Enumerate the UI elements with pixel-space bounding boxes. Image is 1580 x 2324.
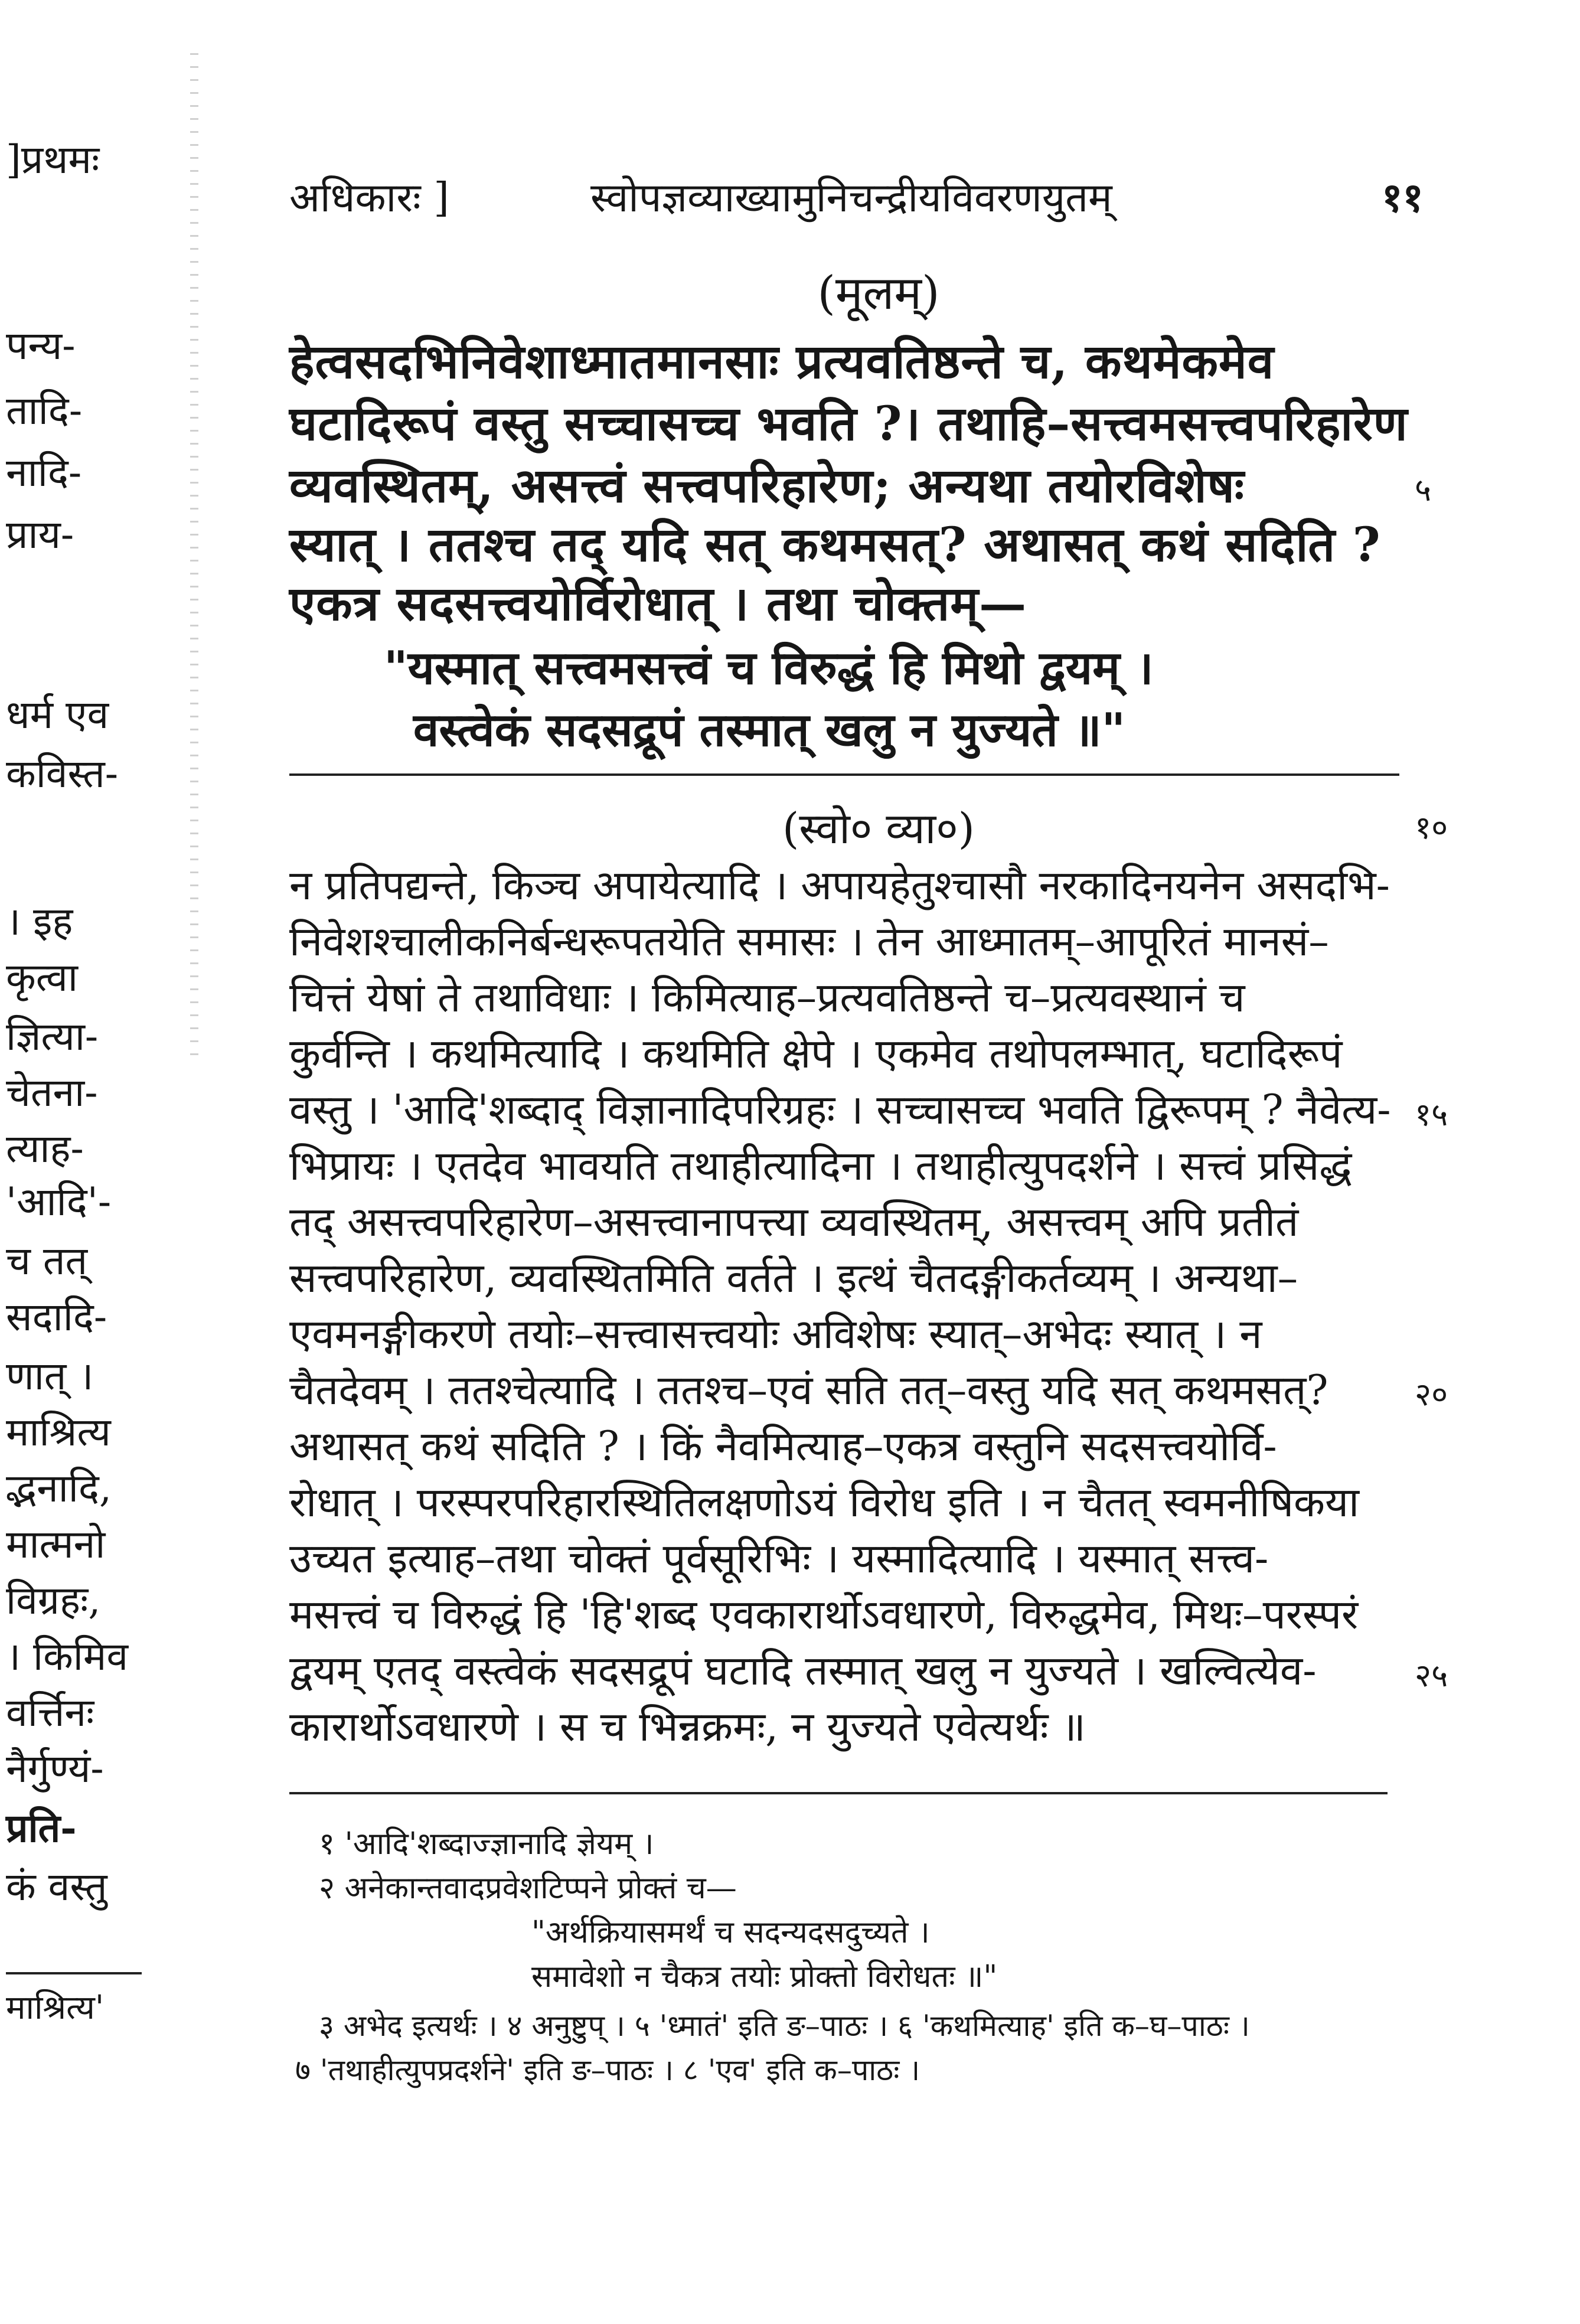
margin-fragment: धर्म एव (6, 692, 109, 737)
margin-fragment: । इह (6, 899, 73, 944)
margin-fragment: माश्रित्य (6, 1409, 111, 1455)
margin-fragment: प्रति- (6, 1805, 77, 1851)
commentary-line: कारार्थोऽवधारणे । स च भिन्नक्रमः, न युज्यते एवेत्यर्थः ॥ (289, 1703, 1086, 1751)
line-number: १५ (1415, 1096, 1448, 1133)
commentary-line: भिप्रायः । एतदेव भावयति तथाहीत्यादिना । तथाहीत्युपदर्शने । सत्त्वं प्रसिद्धं (289, 1143, 1352, 1190)
page-number: ११ (1382, 174, 1424, 221)
margin-divider (6, 1972, 142, 1974)
commentary-line: सत्त्वपरिहारेण, व्यवस्थितमिति वर्तते । इत्थं चैतदङ्गीकर्तव्यम् । अन्यथा– (289, 1255, 1298, 1302)
commentary-line: अथासत् कथं सदिति ? । किं नैवमित्याह–एकत्र वस्तुनि सदसत्त्वयोर्वि- (289, 1423, 1277, 1470)
previous-page-margin (0, 0, 165, 2324)
commentary-line: वस्तु । 'आदि'शब्दाद् विज्ञानादिपरिग्रहः । सच्चासच्च भवति द्विरूपम् ? नैवेत्य- (289, 1086, 1391, 1134)
margin-fragment: कविस्त- (6, 751, 119, 797)
mula-line: हेत्वसदभिनिवेशाध्मातमानसाः प्रत्यवतिष्ठन्ते च, कथमेकमेव (289, 334, 1275, 389)
footnote-line: १ 'आदि'शब्दाज्ज्ञानादि ज्ञेयम् । (319, 1826, 654, 1862)
commentary-line: निवेशश्चालीकनिर्बन्धरूपतयेति समासः । तेन आध्मातम्–आपूरितं मानसं– (289, 918, 1329, 965)
commentary-line: चित्तं येषां ते तथाविधाः । किमित्याह–प्रत्यवतिष्ठन्ते च–प्रत्यवस्थानं च (289, 974, 1245, 1021)
margin-fragment: चेतना- (6, 1070, 98, 1115)
mula-line: घटादिरूपं वस्तु सच्चासच्च भवति ?। तथाहि–सत्त्वमसत्त्वपरिहारेण (289, 396, 1408, 451)
commentary-line: द्वयम् एतद् वस्त्वेकं सदसद्रूपं घटादि तस्मात् खलु न युज्यते । खल्वित्येव- (289, 1647, 1317, 1695)
margin-fragment: ]प्रथमः (6, 137, 100, 182)
line-number: २० (1415, 1376, 1448, 1413)
margin-fragment: ज्ञित्या- (6, 1014, 99, 1059)
margin-fragment: प्राय- (6, 512, 74, 557)
footnote-divider (289, 1792, 1388, 1794)
section-divider (289, 773, 1399, 776)
margin-fragment: तादि- (6, 388, 83, 433)
line-number: ५ (1415, 471, 1432, 508)
footnote-line: ३ अभेद इत्यर्थः । ४ अनुष्टुप् । ५ 'ध्मातं' इति ङ–पाठः । ६ 'कथमित्याह' इति क–घ–पाठः । (319, 2009, 1250, 2043)
mula-heading: (मूलम्) (817, 267, 940, 320)
margin-fragment: द्भनादि, (6, 1465, 112, 1511)
margin-fragment: कृत्वा (6, 955, 78, 1000)
commentary-line: चैतदेवम् । ततश्चेत्यादि । ततश्च–एवं सति तत्–वस्तु यदि सत् कथमसत्? (289, 1367, 1328, 1414)
margin-fragment: वर्त्तिनः (6, 1690, 94, 1735)
margin-fragment: पन्य- (6, 323, 76, 368)
running-title: स्वोपज्ञव्याख्यामुनिचन्द्रीयविवरणयुतम् (590, 175, 1112, 221)
mula-line: स्यात् । ततश्च तद् यदि सत् कथमसत्? अथासत् कथं सदिति ? (289, 517, 1381, 572)
margin-fragment: विग्रहः, (6, 1578, 101, 1623)
commentary-line: तद् असत्त्वपरिहारेण–असत्त्वानापत्त्या व्यवस्थितम्, असत्त्वम् अपि प्रतीतं (289, 1199, 1299, 1246)
commentary-line: रोधात् । परस्परपरिहारस्थितिलक्षणोऽयं विरोध इति । न चैतत् स्वमनीषिकया (289, 1479, 1359, 1526)
margin-fragment: त्याह- (6, 1126, 84, 1171)
commentary-heading: (स्वो० व्या०) (782, 804, 975, 853)
binding-shadow (190, 53, 198, 1057)
line-number: १० (1415, 809, 1448, 846)
margin-fragment: सदादि- (6, 1294, 107, 1340)
footnote-line: २ अनेकान्तवादप्रवेशटिप्पने प्रोक्तं च— (319, 1871, 737, 1906)
margin-fragment: णात् । (6, 1353, 94, 1399)
verse-line: "यस्मात् सत्त्वमसत्त्वं च विरुद्धं हि मिथो द्वयम् । (384, 641, 1154, 695)
margin-fragment: नैर्गुण्यं- (6, 1746, 104, 1791)
margin-fragment: मात्मनो (6, 1522, 106, 1567)
commentary-line: एवमनङ्गीकरणे तयोः–सत्त्वासत्त्वयोः अविशेषः स्यात्–अभेदः स्यात् । न (289, 1311, 1262, 1358)
margin-fragment: 'आदि'- (6, 1179, 112, 1225)
footnote-line: समावेशो न चैकत्र तयोः प्रोक्तो विरोधतः ॥" (531, 1959, 998, 1995)
footnote-line: ७ 'तथाहीत्युपप्रदर्शने' इति ङ–पाठः । ८ 'एव' इति क–पाठः । (295, 2053, 920, 2087)
line-number: २५ (1415, 1657, 1448, 1694)
mula-line: व्यवस्थितम्, असत्त्वं सत्त्वपरिहारेण; अन्यथा तयोरविशेषः (289, 458, 1245, 513)
chapter-label: अधिकारः ] (289, 175, 449, 221)
commentary-line: उच्यत इत्याह–तथा चोक्तं पूर्वसूरिभिः । यस्मादित्यादि । यस्मात् सत्त्व- (289, 1535, 1269, 1582)
commentary-line: मसत्त्वं च विरुद्धं हि 'हि'शब्द एवकारार्थोऽवधारणे, विरुद्धमेव, मिथः–परस्परं (289, 1591, 1359, 1638)
footnote-line: "अर्थक्रियासमर्थं च सदन्यदसदुच्यते । (531, 1915, 930, 1950)
margin-fragment: कं वस्तु (6, 1864, 107, 1910)
margin-fragment: । किमिव (6, 1634, 129, 1679)
mula-line: एकत्र सदसत्त्वयोर्विरोधात् । तथा चोक्तम्— (289, 576, 1027, 631)
margin-fragment: च तत् (6, 1238, 88, 1284)
commentary-line: न प्रतिपद्यन्ते, किञ्च अपायेत्यादि । अपायहेतुश्चासौ नरकादिनयनेन असदभि- (289, 862, 1390, 909)
margin-fragment: माश्रित्य' (6, 1989, 105, 2027)
commentary-line: कुर्वन्ति । कथमित्यादि । कथमिति क्षेपे । एकमेव तथोपलम्भात्, घटादिरूपं (289, 1030, 1343, 1078)
verse-line: वस्त्वेकं सदसद्रूपं तस्मात् खलु न युज्यते ॥" (413, 703, 1126, 757)
margin-fragment: नादि- (6, 450, 82, 495)
